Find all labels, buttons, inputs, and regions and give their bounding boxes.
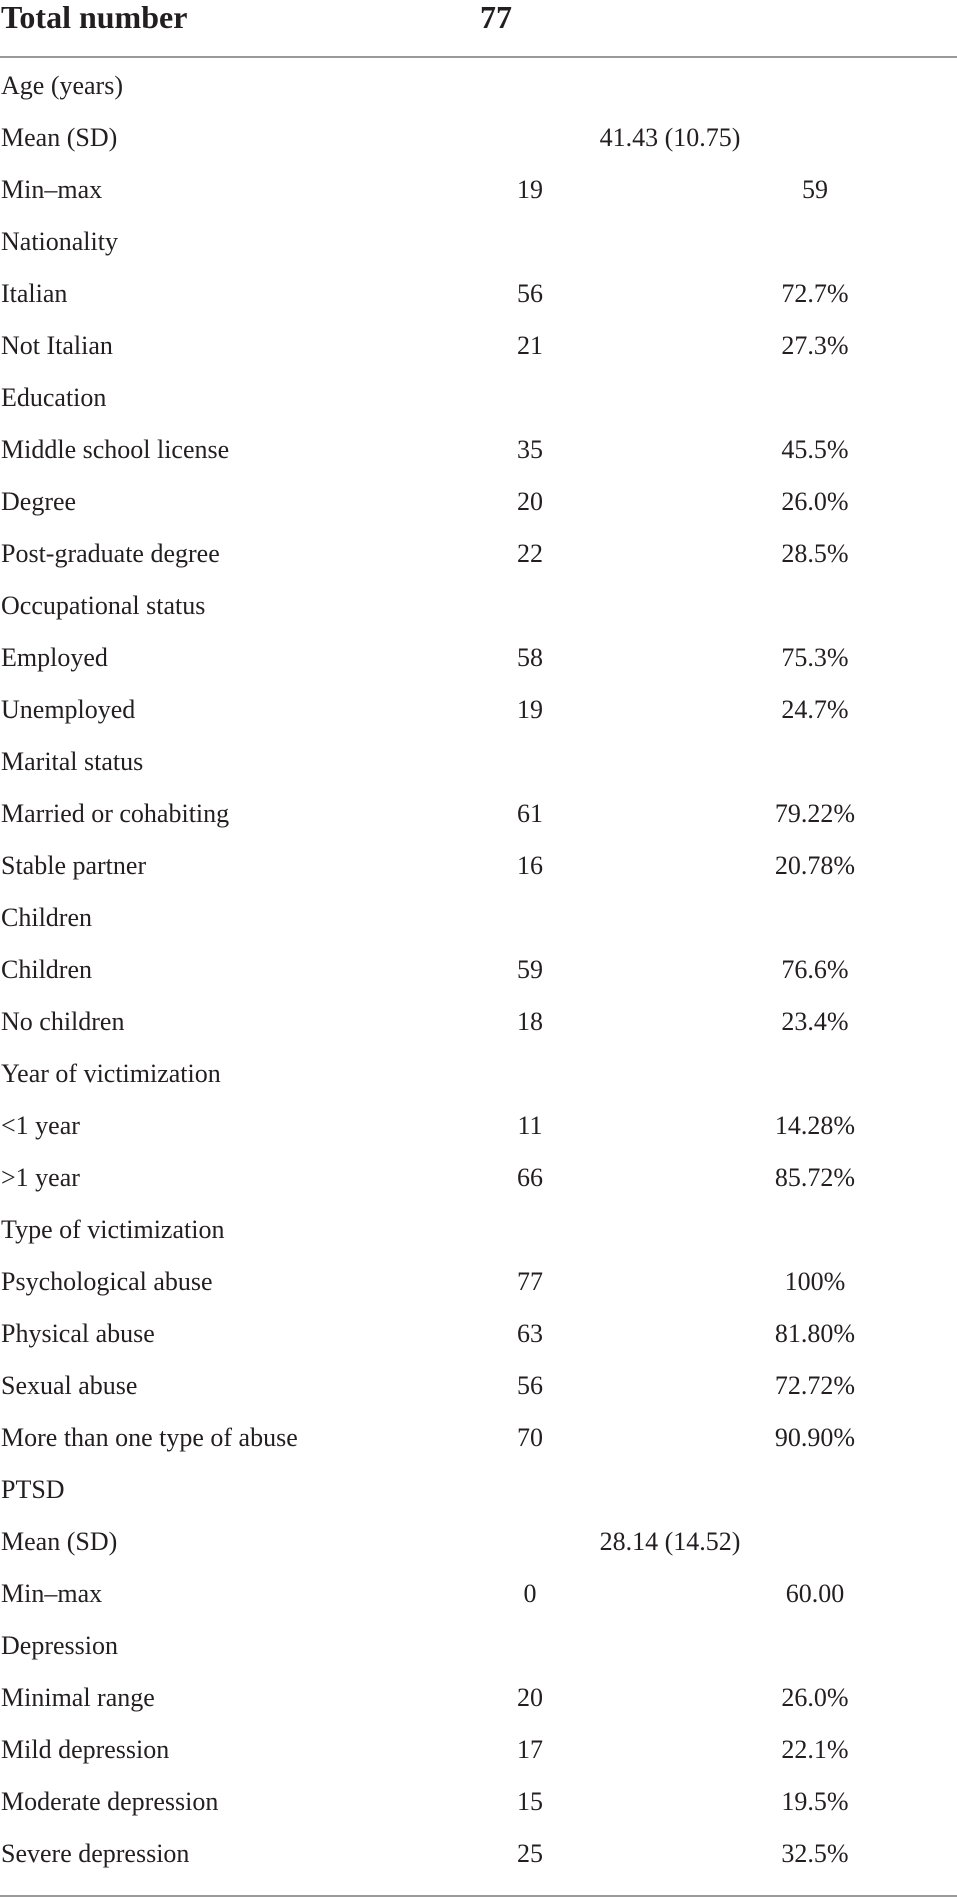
table-row xyxy=(0,1672,957,1724)
bottom-rule xyxy=(0,1895,957,1897)
table-row xyxy=(0,320,957,372)
percent-cell: 72.72% xyxy=(774,1371,856,1400)
row-label: Physical abuse xyxy=(1,1319,155,1348)
table-row xyxy=(0,268,957,320)
section-label: Age (years) xyxy=(1,71,123,100)
count-cell: 61 xyxy=(517,799,543,828)
table-row xyxy=(0,1828,957,1880)
count-cell: 25 xyxy=(517,1839,543,1868)
count-cell: 20 xyxy=(517,1683,543,1712)
section-label: Year of victimization xyxy=(1,1059,221,1088)
percent-cell: 32.5% xyxy=(781,1839,849,1868)
percent-cell: 85.72% xyxy=(774,1163,856,1192)
table-row xyxy=(0,424,957,476)
section-row xyxy=(0,1464,957,1516)
table-row xyxy=(0,1776,957,1828)
percent-cell: 79.22% xyxy=(774,799,856,828)
count-cell: 17 xyxy=(517,1735,543,1764)
row-label: Severe depression xyxy=(1,1839,190,1868)
count-cell: 22 xyxy=(517,539,543,568)
count-cell: 63 xyxy=(517,1319,543,1348)
percent-cell: 14.28% xyxy=(774,1111,856,1140)
row-label: <1 year xyxy=(1,1111,80,1140)
percent-cell: 90.90% xyxy=(774,1423,856,1452)
table-row xyxy=(0,1100,957,1152)
table-row xyxy=(0,1412,957,1464)
percent-cell: 76.6% xyxy=(781,955,849,984)
row-label: More than one type of abuse xyxy=(1,1423,298,1452)
row-label: Married or cohabiting xyxy=(1,799,230,828)
table-row xyxy=(0,632,957,684)
row-label: Employed xyxy=(1,643,108,672)
percent-cell: 72.7% xyxy=(781,279,849,308)
count-cell: 11 xyxy=(517,1111,543,1140)
header-label: Total number xyxy=(1,0,188,35)
table-row xyxy=(0,944,957,996)
section-label: PTSD xyxy=(1,1475,65,1504)
row-label: >1 year xyxy=(1,1163,80,1192)
count-cell: 77 xyxy=(517,1267,543,1296)
count-cell: 16 xyxy=(517,851,543,880)
count-cell: 0 xyxy=(523,1579,537,1608)
section-label: Type of victimization xyxy=(1,1215,225,1244)
table-row xyxy=(0,788,957,840)
table-row xyxy=(0,1308,957,1360)
percent-cell: 59 xyxy=(802,175,828,204)
table-row xyxy=(0,112,957,164)
percent-cell: 60.00 xyxy=(785,1579,845,1608)
row-label: Sexual abuse xyxy=(1,1371,138,1400)
percent-cell: 28.5% xyxy=(781,539,849,568)
count-cell: 35 xyxy=(517,435,543,464)
row-label: Italian xyxy=(1,279,68,308)
count-cell: 15 xyxy=(517,1787,543,1816)
section-row xyxy=(0,736,957,788)
section-row xyxy=(0,1048,957,1100)
row-label: Middle school license xyxy=(1,435,230,464)
row-label: Min–max xyxy=(1,1579,103,1608)
table-row xyxy=(0,840,957,892)
row-label: Children xyxy=(1,955,92,984)
section-label: Children xyxy=(1,903,92,932)
section-label: Depression xyxy=(1,1631,118,1660)
section-label: Nationality xyxy=(1,227,118,256)
mean-sd-cell: 41.43 (10.75) xyxy=(599,123,741,152)
percent-cell: 23.4% xyxy=(781,1007,849,1036)
row-label: Min–max xyxy=(1,175,103,204)
percent-cell: 100% xyxy=(784,1267,846,1296)
section-row xyxy=(0,60,957,112)
table-row xyxy=(0,1152,957,1204)
row-label: Post-graduate degree xyxy=(1,539,220,568)
row-label: Unemployed xyxy=(1,695,136,724)
percent-cell: 24.7% xyxy=(781,695,849,724)
percent-cell: 20.78% xyxy=(774,851,856,880)
table-header xyxy=(0,0,957,58)
table-row xyxy=(0,996,957,1048)
count-cell: 59 xyxy=(517,955,543,984)
row-label: Moderate depression xyxy=(1,1787,219,1816)
section-row xyxy=(0,580,957,632)
count-cell: 58 xyxy=(517,643,543,672)
row-label: Psychological abuse xyxy=(1,1267,213,1296)
count-cell: 56 xyxy=(517,279,543,308)
count-cell: 66 xyxy=(517,1163,543,1192)
section-row xyxy=(0,1620,957,1672)
percent-cell: 26.0% xyxy=(781,1683,849,1712)
table-row xyxy=(0,1516,957,1568)
table-row xyxy=(0,164,957,216)
table-row xyxy=(0,476,957,528)
section-row xyxy=(0,216,957,268)
table-row xyxy=(0,528,957,580)
section-label: Marital status xyxy=(1,747,144,776)
section-row xyxy=(0,892,957,944)
section-label: Education xyxy=(1,383,107,412)
percent-cell: 45.5% xyxy=(781,435,849,464)
table-row xyxy=(0,1724,957,1776)
percent-cell: 26.0% xyxy=(781,487,849,516)
table-row xyxy=(0,1256,957,1308)
percent-cell: 27.3% xyxy=(781,331,849,360)
count-cell: 70 xyxy=(517,1423,543,1452)
mean-sd-cell: 28.14 (14.52) xyxy=(599,1527,741,1556)
count-cell: 18 xyxy=(517,1007,543,1036)
table-body xyxy=(0,60,957,1880)
row-label: Mean (SD) xyxy=(1,1527,118,1556)
section-label: Occupational status xyxy=(1,591,206,620)
percent-cell: 75.3% xyxy=(781,643,849,672)
table-row xyxy=(0,1360,957,1412)
count-cell: 19 xyxy=(517,175,543,204)
row-label: Mild depression xyxy=(1,1735,170,1764)
row-label: Minimal range xyxy=(1,1683,155,1712)
row-label: Stable partner xyxy=(1,851,147,880)
row-label: Degree xyxy=(1,487,77,516)
percent-cell: 22.1% xyxy=(781,1735,849,1764)
row-label: Not Italian xyxy=(1,331,113,360)
count-cell: 21 xyxy=(517,331,543,360)
row-label: No children xyxy=(1,1007,125,1036)
section-row xyxy=(0,372,957,424)
count-cell: 19 xyxy=(517,695,543,724)
percent-cell: 19.5% xyxy=(781,1787,849,1816)
count-cell: 56 xyxy=(517,1371,543,1400)
table-row xyxy=(0,684,957,736)
row-label: Mean (SD) xyxy=(1,123,118,152)
table-row xyxy=(0,1568,957,1620)
percent-cell: 81.80% xyxy=(774,1319,856,1348)
section-row xyxy=(0,1204,957,1256)
count-cell: 20 xyxy=(517,487,543,516)
header-total-value: 77 xyxy=(480,0,512,35)
